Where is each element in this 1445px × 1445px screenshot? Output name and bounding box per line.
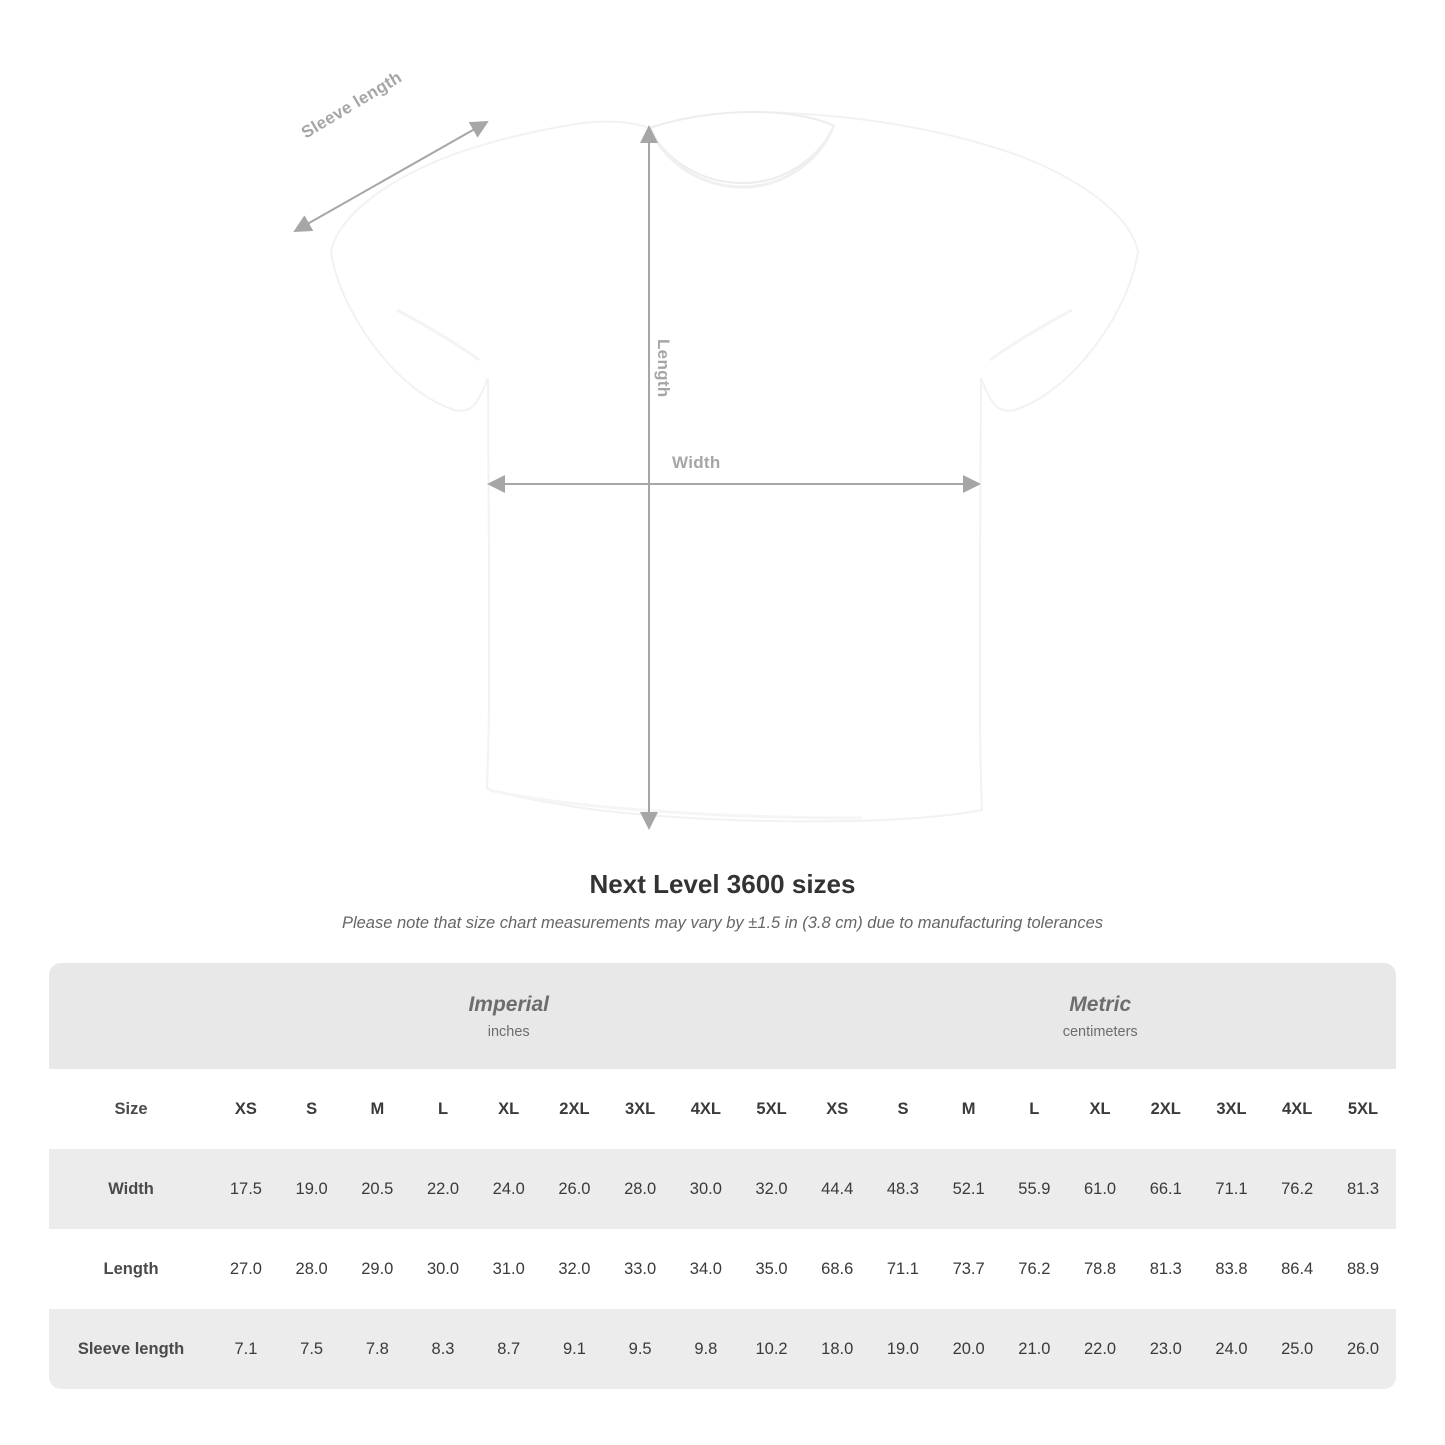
width-label: Width xyxy=(672,453,721,472)
row-header-size: Size xyxy=(49,1069,213,1149)
width-imperial-m: 20.5 xyxy=(344,1149,410,1229)
length-imperial-m: 29.0 xyxy=(344,1229,410,1309)
width-imperial-xl: 24.0 xyxy=(476,1149,542,1229)
size-metric-xl: XL xyxy=(1067,1069,1133,1149)
length-imperial-xs: 27.0 xyxy=(213,1229,279,1309)
sleeve-imperial-l: 8.3 xyxy=(410,1309,476,1389)
width-imperial-l: 22.0 xyxy=(410,1149,476,1229)
page-title: Next Level 3600 sizes xyxy=(589,869,856,899)
length-metric-3xl: 83.8 xyxy=(1199,1229,1265,1309)
size-imperial-xl: XL xyxy=(476,1069,542,1149)
size-imperial-l: L xyxy=(410,1069,476,1149)
unit-subtitle-metric: centimeters xyxy=(1062,1023,1138,1040)
length-metric-l: 76.2 xyxy=(1002,1229,1068,1309)
width-metric-l: 55.9 xyxy=(1002,1149,1068,1229)
sleeve-imperial-3xl: 9.5 xyxy=(607,1309,673,1389)
sleeve-imperial-2xl: 9.1 xyxy=(542,1309,608,1389)
width-imperial-4xl: 30.0 xyxy=(673,1149,739,1229)
length-imperial-4xl: 34.0 xyxy=(673,1229,739,1309)
size-metric-4xl: 4XL xyxy=(1264,1069,1330,1149)
width-metric-5xl: 81.3 xyxy=(1330,1149,1396,1229)
length-imperial-3xl: 33.0 xyxy=(607,1229,673,1309)
size-metric-s: S xyxy=(870,1069,936,1149)
width-imperial-s: 19.0 xyxy=(279,1149,345,1229)
unit-title-imperial: Imperial xyxy=(468,993,549,1017)
length-imperial-s: 28.0 xyxy=(279,1229,345,1309)
sleeve-imperial-4xl: 9.8 xyxy=(673,1309,739,1389)
width-metric-xs: 44.4 xyxy=(804,1149,870,1229)
width-imperial-xs: 17.5 xyxy=(213,1149,279,1229)
size-imperial-s: S xyxy=(279,1069,345,1149)
width-metric-2xl: 66.1 xyxy=(1133,1149,1199,1229)
length-imperial-xl: 31.0 xyxy=(476,1229,542,1309)
length-metric-2xl: 81.3 xyxy=(1133,1229,1199,1309)
sleeve-metric-s: 19.0 xyxy=(870,1309,936,1389)
unit-header-imperial xyxy=(213,963,804,1069)
size-metric-5xl: 5XL xyxy=(1330,1069,1396,1149)
sleeve-metric-2xl: 23.0 xyxy=(1133,1309,1199,1389)
length-metric-xl: 78.8 xyxy=(1067,1229,1133,1309)
unit-title-metric: Metric xyxy=(1069,993,1132,1017)
length-metric-s: 71.1 xyxy=(870,1229,936,1309)
row-header-sleeve-length: Sleeve length xyxy=(49,1309,213,1389)
row-header-length: Length xyxy=(49,1229,213,1309)
unit-header-row xyxy=(49,963,1396,1069)
sleeve-metric-l: 21.0 xyxy=(1002,1309,1068,1389)
width-metric-m: 52.1 xyxy=(936,1149,1002,1229)
table-row-length xyxy=(49,1229,1396,1309)
sleeve-length-label: Sleeve length xyxy=(298,67,406,143)
tolerance-note: Please note that size chart measurements may vary by ±1.5 in (3.8 cm) due to manufacturing tolerances xyxy=(341,914,1104,932)
sleeve-imperial-xs: 7.1 xyxy=(213,1309,279,1389)
unit-header-metric xyxy=(804,963,1396,1069)
length-metric-m: 73.7 xyxy=(936,1229,1002,1309)
size-imperial-5xl: 5XL xyxy=(739,1069,805,1149)
sleeve-metric-xl: 22.0 xyxy=(1067,1309,1133,1389)
width-imperial-3xl: 28.0 xyxy=(607,1149,673,1229)
size-imperial-2xl: 2XL xyxy=(542,1069,608,1149)
size-chart-table xyxy=(49,963,1396,1389)
size-metric-2xl: 2XL xyxy=(1133,1069,1199,1149)
sleeve-imperial-xl: 8.7 xyxy=(476,1309,542,1389)
width-metric-s: 48.3 xyxy=(870,1149,936,1229)
sleeve-imperial-s: 7.5 xyxy=(279,1309,345,1389)
size-metric-m: M xyxy=(936,1069,1002,1149)
size-metric-l: L xyxy=(1002,1069,1068,1149)
length-metric-5xl: 88.9 xyxy=(1330,1229,1396,1309)
sleeve-metric-4xl: 25.0 xyxy=(1264,1309,1330,1389)
table-row-sleeve-length xyxy=(49,1309,1396,1389)
length-imperial-l: 30.0 xyxy=(410,1229,476,1309)
sleeve-metric-m: 20.0 xyxy=(936,1309,1002,1389)
sleeve-metric-3xl: 24.0 xyxy=(1199,1309,1265,1389)
row-header-width: Width xyxy=(49,1149,213,1229)
sleeve-metric-5xl: 26.0 xyxy=(1330,1309,1396,1389)
width-metric-3xl: 71.1 xyxy=(1199,1149,1265,1229)
width-imperial-2xl: 26.0 xyxy=(542,1149,608,1229)
table-row-size xyxy=(49,1069,1396,1149)
sleeve-metric-xs: 18.0 xyxy=(804,1309,870,1389)
length-imperial-5xl: 35.0 xyxy=(739,1229,805,1309)
unit-subtitle-imperial: inches xyxy=(487,1023,530,1040)
table-row-width xyxy=(49,1149,1396,1229)
shirt-shape xyxy=(331,112,1138,821)
width-metric-xl: 61.0 xyxy=(1067,1149,1133,1229)
size-imperial-3xl: 3XL xyxy=(607,1069,673,1149)
length-metric-4xl: 86.4 xyxy=(1264,1229,1330,1309)
size-imperial-m: M xyxy=(344,1069,410,1149)
length-imperial-2xl: 32.0 xyxy=(542,1229,608,1309)
width-metric-4xl: 76.2 xyxy=(1264,1149,1330,1229)
table-corner xyxy=(49,963,213,1069)
size-metric-xs: XS xyxy=(804,1069,870,1149)
size-metric-3xl: 3XL xyxy=(1199,1069,1265,1149)
size-imperial-xs: XS xyxy=(213,1069,279,1149)
length-label: Length xyxy=(654,339,673,398)
sleeve-imperial-m: 7.8 xyxy=(344,1309,410,1389)
size-table-wrapper xyxy=(49,963,1396,1389)
size-imperial-4xl: 4XL xyxy=(673,1069,739,1149)
sleeve-imperial-5xl: 10.2 xyxy=(739,1309,805,1389)
width-imperial-5xl: 32.0 xyxy=(739,1149,805,1229)
length-metric-xs: 68.6 xyxy=(804,1229,870,1309)
